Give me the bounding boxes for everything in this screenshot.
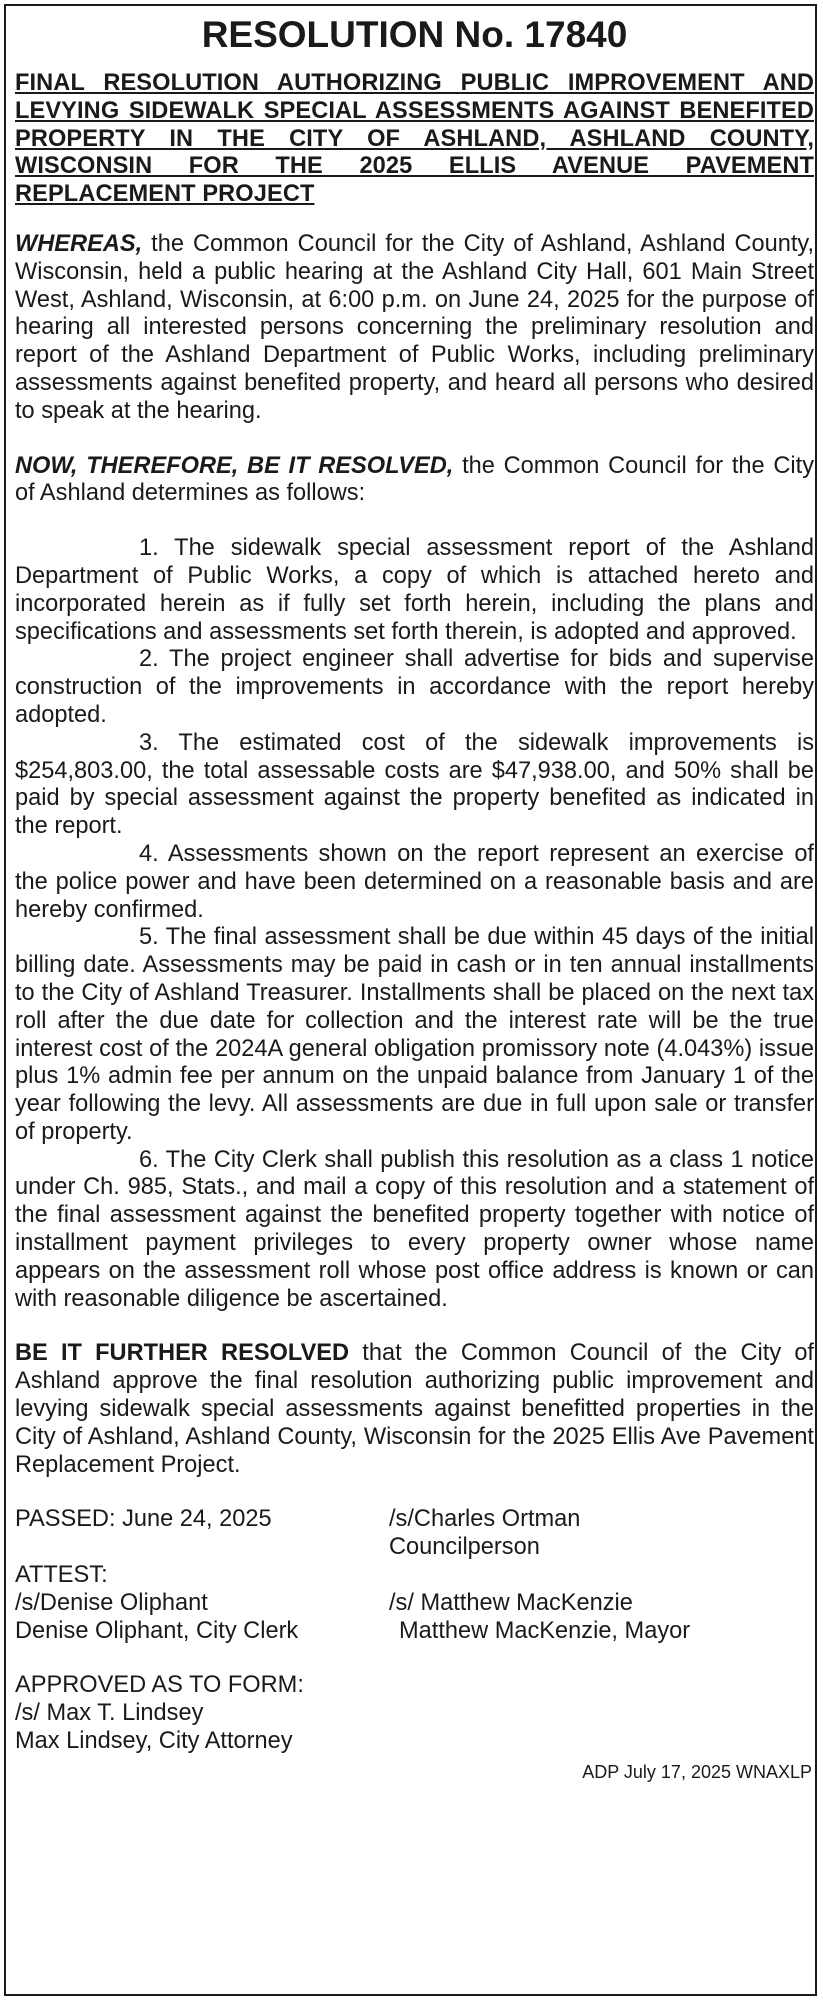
signature-block bbox=[15, 1506, 814, 1755]
resolution-item-3: 3. The estimated cost of the sidewalk improvements is $254,803.00, the total assessable costs are $47,938.00, and 50% shall be paid by special assessment against the property benefited as indicated in the report. bbox=[15, 729, 814, 840]
signature-row bbox=[15, 1534, 814, 1562]
resolved-text: the Common Council for the City of Ashland determines as follows: bbox=[15, 452, 814, 507]
resolution-item-5: 5. The final assessment shall be due within 45 days of the initial billing date. Assessments may be paid in cash or in ten annual installments to the City of Ashland Treasurer. Installments shall be placed on the next tax roll after the due date for collection and the interest rate will be the true interest cost of the 2024A general obligation promissory note (4.043%) issue plus 1% admin fee per annum on the unpaid balance from January 1 of the year following the levy. All assessments are due in full upon sale or transfer of property. bbox=[15, 924, 814, 1145]
clerk-signature: /s/Denise Oliphant bbox=[15, 1589, 208, 1616]
whereas-paragraph bbox=[15, 231, 814, 426]
whereas-text: the Common Council for the City of Ashland, Ashland County, Wisconsin, held a public hearing at the Ashland City Hall, 601 Main Street West, Ashland, Wisconsin, at 6:00 p.m. on June 24, 2025 for the purpose of hearing all interested persons concerning the preliminary resolution and report of the Ashland Department of Public Works, including preliminary assessments against benefited property, and heard all persons who desired to speak at the hearing. bbox=[15, 230, 814, 424]
resolution-subtitle: FINAL RESOLUTION AUTHORIZING PUBLIC IMPROVEMENT AND LEVYING SIDEWALK SPECIAL ASSESSMENTS AGAINST BENEFITED PROPERTY IN THE CITY OF ASHLAND, ASHLAND COUNTY, WISCONSIN FOR THE 2025 ELLIS AVENUE PAVEMENT REPLACEMENT PROJECT bbox=[15, 70, 814, 208]
mayor-signature: /s/ Matthew MacKenzie bbox=[389, 1589, 633, 1616]
councilperson-signature: /s/Charles Ortman bbox=[389, 1506, 581, 1533]
resolution-item-4: 4. Assessments shown on the report represent an exercise of the police power and have been determined on a reasonable basis and are hereby confirmed. bbox=[15, 840, 814, 923]
signature-row bbox=[15, 1618, 814, 1646]
attest-label: ATTEST: bbox=[15, 1562, 108, 1589]
resolution-items bbox=[15, 535, 814, 1313]
resolution-item-1: 1. The sidewalk special assessment report of the Ashland Department of Public Works, a copy of which is attached hereto and incorporated herein as if fully set forth herein, including the plans and specifications and assessments set forth therein, is adopted and approved. bbox=[15, 535, 814, 645]
mayor-title: Matthew MacKenzie, Mayor bbox=[399, 1617, 691, 1644]
resolution-item-6: 6. The City Clerk shall publish this resolution as a class 1 notice under Ch. 985, Stats., and mail a copy of this resolution and a statement of the final assessment against the benefited property together with notice of installment payment privileges to every property owner whose name appears on the assessment roll whose post office address is known or can with reasonable diligence be ascertained. bbox=[15, 1146, 814, 1312]
further-lead: BE IT FURTHER RESOLVED bbox=[15, 1340, 350, 1367]
signature-row bbox=[15, 1506, 814, 1534]
attorney-signature: /s/ Max T. Lindsey bbox=[15, 1700, 204, 1727]
resolved-lead: NOW, THEREFORE, BE IT RESOLVED, bbox=[15, 452, 454, 479]
attorney-title: Max Lindsey, City Attorney bbox=[15, 1728, 293, 1755]
resolved-paragraph bbox=[15, 453, 814, 509]
clerk-title: Denise Oliphant, City Clerk bbox=[15, 1617, 299, 1644]
approved-form-label: APPROVED AS TO FORM: bbox=[15, 1672, 304, 1699]
councilperson-title: Councilperson bbox=[389, 1534, 540, 1561]
resolution-item-2: 2. The project engineer shall advertise for bids and supervise construction of the improvements in accordance with the report hereby adopted. bbox=[15, 646, 814, 728]
notice-frame bbox=[4, 4, 817, 1996]
signature-row bbox=[15, 1562, 814, 1590]
resolution-title: RESOLUTION No. 17840 bbox=[201, 14, 628, 55]
passed-date: PASSED: June 24, 2025 bbox=[15, 1506, 272, 1533]
signature-row bbox=[15, 1590, 814, 1618]
legal-notice bbox=[15, 12, 814, 1784]
further-resolved-paragraph bbox=[15, 1340, 814, 1479]
whereas-lead: WHEREAS, bbox=[15, 230, 143, 257]
publication-footer: ADP July 17, 2025 WNAXLP bbox=[582, 1761, 812, 1782]
further-text: that the Common Council of the City of Ashland approve the final resolution authorizing public improvement and levying sidewalk special assessments against benefitted properties in the City of Ashland, Ashland County, Wisconsin for the 2025 Ellis Ave Pavement Replacement Project. bbox=[15, 1340, 814, 1478]
